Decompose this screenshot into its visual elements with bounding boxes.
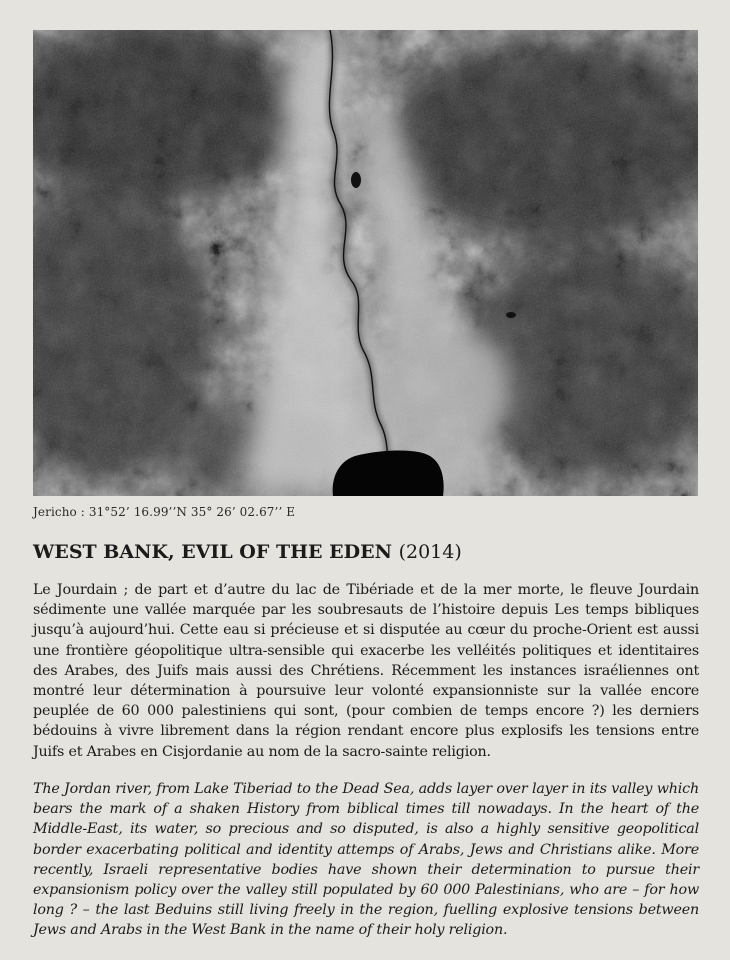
title-year: (2014) (398, 541, 462, 563)
satellite-photo (33, 30, 698, 496)
paragraph-english: The Jordan river, from Lake Tiberiad to the Dead Sea, adds layer over layer in its valley which bears the mark of a shaken History from biblical times till nowadays. In the heart of the Middle-East, its water, so precious and so disputed, is also a highly sensitive geopolitical border exacerbating political and identity attemps of Arabs, Jews and Christians alike. More recently, Israeli representative bodies have shown their determination to pursue their expansionism policy over the valley still populated by 60 000 Palestinians, who are – for how long ? – the last Beduins still living freely in the region, fuelling explosive tensions between Jews and Arabs in the West Bank in the name of their holy religion. (33, 781, 699, 939)
title-main: WEST BANK, EVIL OF THE EDEN (33, 541, 392, 563)
paragraph-french: Le Jourdain ; de part et d’autre du lac de Tibériade et de la mer morte, le fleuve Jourdain sédimente une vallée marquée par les soubresauts de l’histoire depuis Les temps bibliques jusqu’à aujourd’hui. Cette eau si précieuse et si disputée au cœur du proche-Orient est aussi une frontière géopolitique ultra-sensible qui exacerbe les velléités politiques et identitaires des Arabes, des Juifs mais aussi des Chrétiens. Récemment les instances israéliennes ont montré leur détermination à poursuive leur volonté expansionniste sur la vallée encore peuplée de 60 000 palestiniens qui sont, (pour combien de temps encore ?) les derniers bédouins à vivre librement dans la région rendant encore plus explosifs les tensions entre Juifs et Arabes en Cisjordanie au nom de la sacro-sainte religion. (33, 582, 699, 760)
page-title (33, 541, 462, 563)
photo-caption: Jericho : 31°52’ 16.99’’N 35° 26’ 02.67’’ E (33, 505, 296, 519)
satellite-image (33, 30, 698, 496)
